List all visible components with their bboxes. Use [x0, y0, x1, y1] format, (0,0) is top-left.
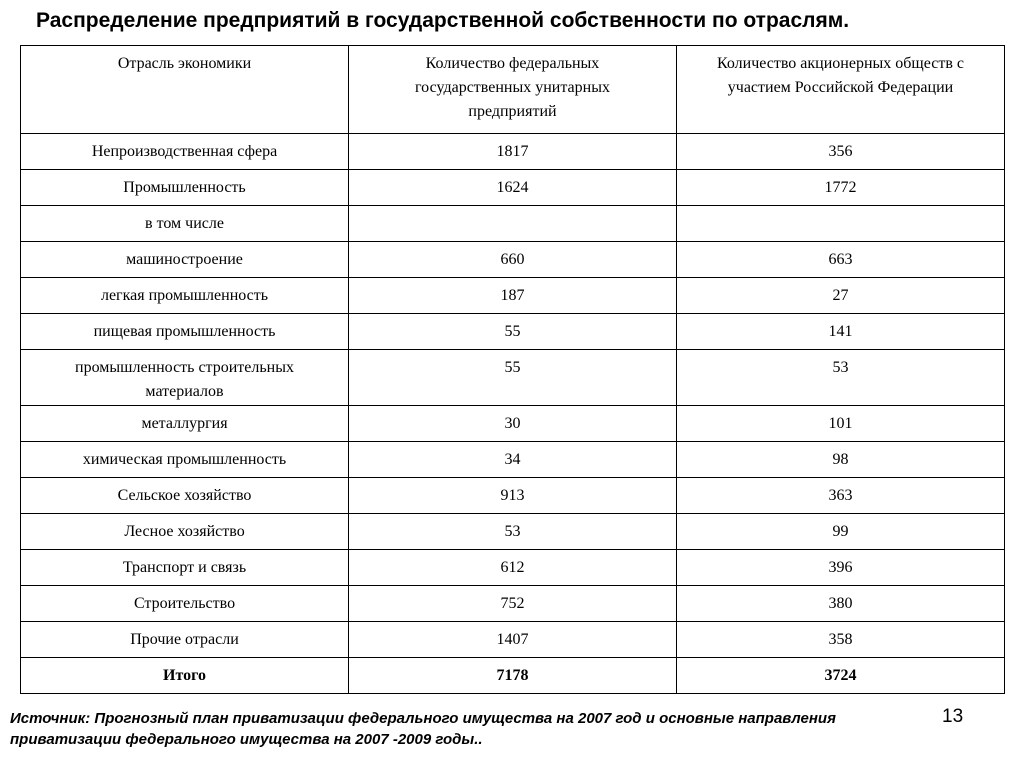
table-row — [21, 514, 1005, 550]
cell-sector: Строительство — [21, 586, 349, 622]
cell-ao-count: 380 — [677, 586, 1005, 622]
cell-ao-count: 98 — [677, 442, 1005, 478]
cell-ao-count: 99 — [677, 514, 1005, 550]
cell-sector: Лесное хозяйство — [21, 514, 349, 550]
cell-sector: Итого — [21, 658, 349, 694]
cell-sector: легкая промышленность — [21, 278, 349, 314]
cell-fgup-count: 30 — [349, 406, 677, 442]
cell-fgup-count: 187 — [349, 278, 677, 314]
header-sector — [21, 46, 349, 134]
table-row — [21, 134, 1005, 170]
table-row — [21, 442, 1005, 478]
cell-fgup-count: 34 — [349, 442, 677, 478]
cell-sector: Транспорт и связь — [21, 550, 349, 586]
cell-sector: в том числе — [21, 206, 349, 242]
table-row — [21, 478, 1005, 514]
table-row — [21, 314, 1005, 350]
cell-fgup-count: 1407 — [349, 622, 677, 658]
cell-sector: металлургия — [21, 406, 349, 442]
cell-fgup-count: 55 — [349, 350, 677, 406]
enterprise-distribution-table — [20, 45, 1005, 694]
page-title: Распределение предприятий в государственной собственности по отраслям. — [36, 9, 850, 32]
table-row — [21, 206, 1005, 242]
cell-fgup-count: 913 — [349, 478, 677, 514]
cell-fgup-count: 7178 — [349, 658, 677, 694]
header-ao-label: Количество акционерных обществ с участием Российской Федерации — [717, 55, 964, 96]
page-number: 13 — [942, 706, 964, 727]
table-row — [21, 350, 1005, 406]
table-row — [21, 170, 1005, 206]
cell-ao-count: 356 — [677, 134, 1005, 170]
header-ao-count — [677, 46, 1005, 134]
cell-ao-count — [677, 206, 1005, 242]
cell-ao-count: 396 — [677, 550, 1005, 586]
cell-fgup-count: 1817 — [349, 134, 677, 170]
cell-fgup-count: 1624 — [349, 170, 677, 206]
cell-ao-count: 363 — [677, 478, 1005, 514]
table-row — [21, 586, 1005, 622]
cell-sector: Промышленность — [21, 170, 349, 206]
table-row — [21, 242, 1005, 278]
cell-ao-count: 101 — [677, 406, 1005, 442]
source-note: Источник: Прогнозный план приватизации федерального имущества на 2007 год и основные направления приватизации федерального имущества на 2007 -2009 годы.. — [10, 710, 836, 748]
cell-sector: Сельское хозяйство — [21, 478, 349, 514]
cell-sector: промышленность строительных материалов — [21, 350, 349, 406]
table-row — [21, 406, 1005, 442]
cell-fgup-count — [349, 206, 677, 242]
cell-fgup-count: 53 — [349, 514, 677, 550]
cell-ao-count: 53 — [677, 350, 1005, 406]
header-sector-label: Отрасль экономики — [117, 55, 252, 72]
header-fgup-count — [349, 46, 677, 134]
cell-fgup-count: 660 — [349, 242, 677, 278]
cell-ao-count: 1772 — [677, 170, 1005, 206]
table-header-row — [21, 46, 1005, 134]
cell-sector: машиностроение — [21, 242, 349, 278]
table-row — [21, 278, 1005, 314]
cell-sector: пищевая промышленность — [21, 314, 349, 350]
cell-fgup-count: 612 — [349, 550, 677, 586]
cell-ao-count: 141 — [677, 314, 1005, 350]
cell-ao-count: 358 — [677, 622, 1005, 658]
cell-sector: Прочие отрасли — [21, 622, 349, 658]
cell-sector: Непроизводственная сфера — [21, 134, 349, 170]
table-row — [21, 550, 1005, 586]
cell-sector: химическая промышленность — [21, 442, 349, 478]
table-total-row — [21, 658, 1005, 694]
table-row — [21, 622, 1005, 658]
header-fgup-label: Количество федеральных государственных унитарных предприятий — [415, 55, 610, 120]
cell-fgup-count: 752 — [349, 586, 677, 622]
cell-ao-count: 663 — [677, 242, 1005, 278]
cell-ao-count: 27 — [677, 278, 1005, 314]
table-body — [21, 134, 1005, 694]
cell-fgup-count: 55 — [349, 314, 677, 350]
cell-ao-count: 3724 — [677, 658, 1005, 694]
